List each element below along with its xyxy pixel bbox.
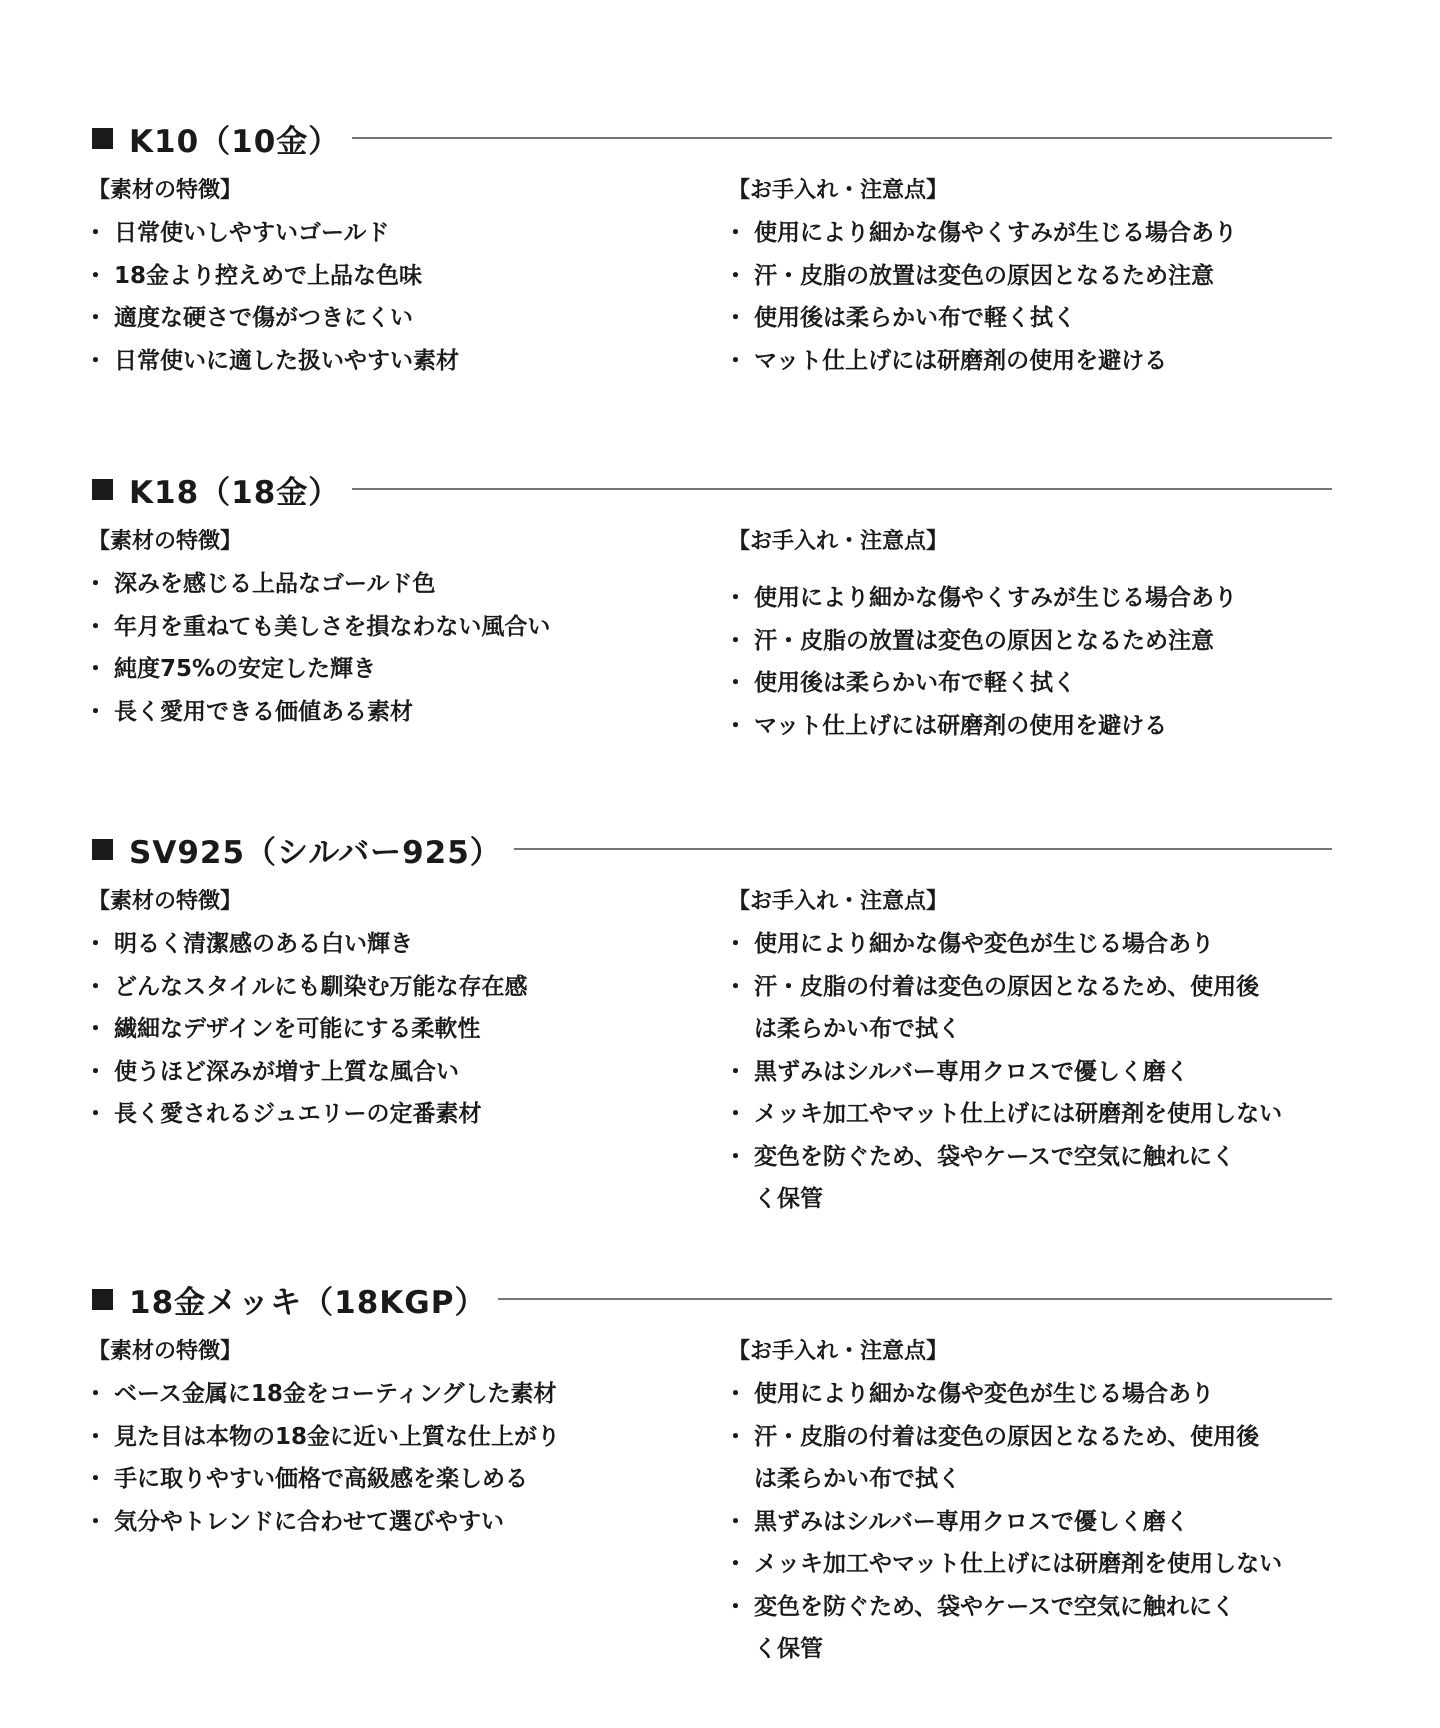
list-item: ・ 使用後は柔らかい布で軽く拭く — [732, 297, 1352, 340]
list-item: ・ 汗・皮脂の放置は変色の原因となるため注意 — [732, 620, 1352, 663]
features-list — [92, 212, 712, 382]
list-item: ・ 純度75%の安定した輝き — [92, 648, 712, 691]
care-label: 【お手入れ・注意点】 — [728, 178, 949, 203]
list-item — [732, 1416, 1352, 1501]
list-item: ・ 長く愛されるジュエリーの定番素材 — [92, 1093, 712, 1136]
list-item-line: く保管 — [754, 1186, 823, 1212]
list-item: ・ 適度な硬さで傷がつきにくい — [92, 297, 712, 340]
list-item: ・ 日常使いしやすいゴールド — [92, 212, 712, 255]
features-label: 【素材の特徴】 — [88, 529, 243, 554]
section-rule — [498, 1298, 1332, 1300]
list-item: ・ 黒ずみはシルバー専用クロスで優しく磨く — [732, 1501, 1352, 1544]
square-bullet-icon — [92, 128, 113, 149]
features-label: 【素材の特徴】 — [88, 889, 243, 914]
list-item — [732, 966, 1352, 1051]
section-rule — [514, 848, 1332, 850]
section-sv925 — [88, 829, 1332, 1212]
list-item: ・ 汗・皮脂の放置は変色の原因となるため注意 — [732, 255, 1352, 298]
square-bullet-icon — [92, 839, 113, 860]
list-item: ・ 見た目は本物の18金に近い上質な仕上がり — [92, 1416, 712, 1459]
features-list — [92, 923, 712, 1136]
list-item: ・ メッキ加工やマット仕上げには研磨剤を使用しない — [732, 1093, 1352, 1136]
section-header — [92, 469, 1332, 509]
care-column — [728, 521, 1352, 747]
list-item-line: く保管 — [754, 1636, 823, 1662]
features-column — [88, 1331, 712, 1543]
list-item: ・ 長く愛用できる価値ある素材 — [92, 691, 712, 734]
section-k10 — [88, 118, 1332, 374]
list-item: ・ ベース金属に18金をコーティングした素材 — [92, 1373, 712, 1416]
section-header — [92, 829, 1332, 869]
list-item: ・ 気分やトレンドに合わせて選びやすい — [92, 1501, 712, 1544]
square-bullet-icon — [92, 1289, 113, 1310]
list-item: ・ 使用により細かな傷やくすみが生じる場合あり — [732, 577, 1352, 620]
square-bullet-icon — [92, 479, 113, 500]
list-item: ・ 繊細なデザインを可能にする柔軟性 — [92, 1008, 712, 1051]
section-title: SV925（シルバー925） — [129, 834, 502, 871]
list-item: ・ どんなスタイルにも馴染む万能な存在感 — [92, 966, 712, 1009]
list-item: ・ 使用により細かな傷や変色が生じる場合あり — [732, 923, 1352, 966]
list-item-line: 汗・皮脂の付着は変色の原因となるため、使用後 — [754, 1423, 1260, 1450]
list-item — [732, 1136, 1352, 1221]
list-item-line: は柔らかい布で拭く — [754, 1466, 961, 1492]
list-item: ・ マット仕上げには研磨剤の使用を避ける — [732, 705, 1352, 748]
section-header — [92, 1279, 1332, 1319]
section-rule — [352, 488, 1332, 490]
section-k18 — [88, 469, 1332, 739]
list-item: ・ マット仕上げには研磨剤の使用を避ける — [732, 340, 1352, 383]
care-list — [732, 1373, 1352, 1671]
section-title: 18金メッキ（18KGP） — [129, 1284, 487, 1321]
features-list — [92, 563, 712, 733]
list-item: ・ 手に取りやすい価格で高級感を楽しめる — [92, 1458, 712, 1501]
section-18kgp — [88, 1279, 1332, 1662]
section-rule — [352, 137, 1332, 139]
features-label: 【素材の特徴】 — [88, 1339, 243, 1364]
care-label: 【お手入れ・注意点】 — [728, 1339, 949, 1364]
features-column — [88, 881, 712, 1136]
list-item: ・ 年月を重ねても美しさを損なわない風合い — [92, 606, 712, 649]
features-list — [92, 1373, 712, 1543]
list-item-line: 変色を防ぐため、袋やケースで空気に触れにく — [754, 1593, 1235, 1620]
list-item-line: は柔らかい布で拭く — [754, 1016, 961, 1042]
list-item: ・ 明るく清潔感のある白い輝き — [92, 923, 712, 966]
care-list — [732, 212, 1352, 382]
list-item: ・ 18金より控えめで上品な色味 — [92, 255, 712, 298]
features-label: 【素材の特徴】 — [88, 178, 243, 203]
list-item: ・ 日常使いに適した扱いやすい素材 — [92, 340, 712, 383]
care-label: 【お手入れ・注意点】 — [728, 889, 949, 914]
list-item: ・ 使用により細かな傷や変色が生じる場合あり — [732, 1373, 1352, 1416]
care-label: 【お手入れ・注意点】 — [728, 529, 949, 554]
list-item: ・ メッキ加工やマット仕上げには研磨剤を使用しない — [732, 1543, 1352, 1586]
care-column — [728, 170, 1352, 382]
list-item — [732, 1586, 1352, 1671]
list-item-line: 変色を防ぐため、袋やケースで空気に触れにく — [754, 1143, 1235, 1170]
care-list — [732, 923, 1352, 1221]
features-column — [88, 521, 712, 733]
list-item: ・ 使用後は柔らかい布で軽く拭く — [732, 662, 1352, 705]
section-header — [92, 118, 1332, 158]
list-item-line: 汗・皮脂の付着は変色の原因となるため、使用後 — [754, 973, 1260, 1000]
list-item: ・ 使うほど深みが増す上質な風合い — [92, 1051, 712, 1094]
section-title: K10（10金） — [129, 123, 341, 160]
section-title: K18（18金） — [129, 474, 341, 511]
care-column — [728, 1331, 1352, 1671]
features-column — [88, 170, 712, 382]
list-item: ・ 黒ずみはシルバー専用クロスで優しく磨く — [732, 1051, 1352, 1094]
care-column — [728, 881, 1352, 1221]
list-item: ・ 深みを感じる上品なゴールド色 — [92, 563, 712, 606]
care-list — [732, 577, 1352, 747]
list-item: ・ 使用により細かな傷やくすみが生じる場合あり — [732, 212, 1352, 255]
